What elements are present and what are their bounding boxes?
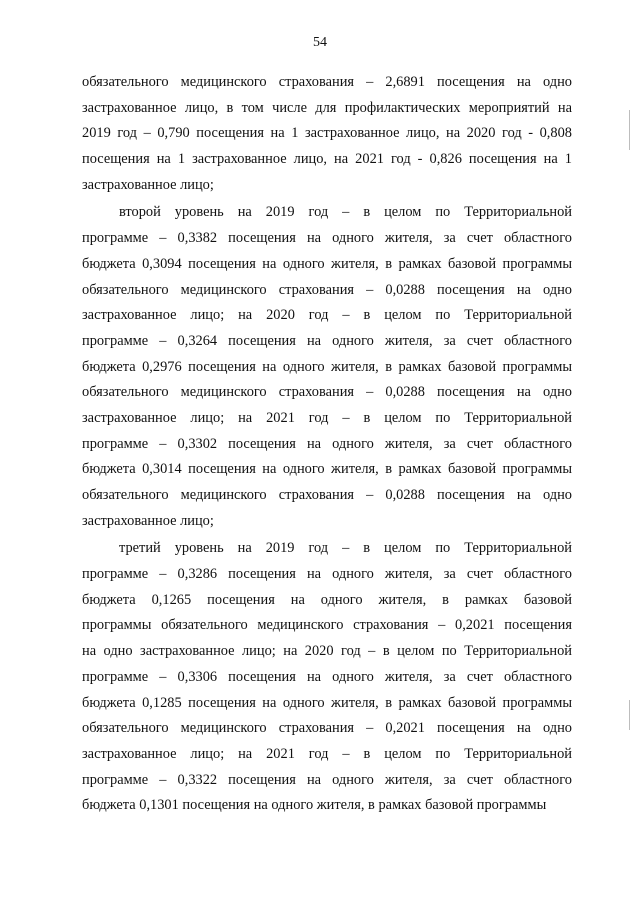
text-line: посещения на 1 застрахованное лицо, на 2021 год - 0,826 посещения на 1 xyxy=(82,151,572,168)
paragraph xyxy=(82,536,572,819)
document-body xyxy=(82,70,572,819)
text-line: программе – 0,3302 посещения на одного жителя, за счет областного xyxy=(82,435,572,452)
scan-edge-mark xyxy=(629,110,630,150)
page-number: 54 xyxy=(313,35,327,50)
text-line: обязательного медицинского страхования – 0,2021 посещения на одно xyxy=(82,720,572,737)
text-line: бюджета 0,2976 посещения на одного жителя, в рамках базовой программы xyxy=(82,358,572,375)
text-line: обязательного медицинского страхования – 0,0288 посещения на одно xyxy=(82,384,572,401)
text-line: программе – 0,3264 посещения на одного жителя, за счет областного xyxy=(82,332,572,349)
text-line: бюджета 0,3094 посещения на одного жителя, в рамках базовой программы xyxy=(82,255,572,272)
text-line: программе – 0,3306 посещения на одного жителя, за счет областного xyxy=(82,668,572,685)
text-line: застрахованное лицо; xyxy=(82,176,214,193)
text-line: бюджета 0,1265 посещения на одного жителя, в рамках базовой xyxy=(82,591,572,608)
text-line: программе – 0,3382 посещения на одного жителя, за счет областного xyxy=(82,230,572,247)
text-line: обязательного медицинского страхования – 0,0288 посещения на одно xyxy=(82,487,572,503)
text-line: третий уровень на 2019 год – в целом по Территориальной xyxy=(119,540,572,557)
paragraph xyxy=(82,70,572,198)
text-line: программе – 0,3286 посещения на одного жителя, за счет областного xyxy=(82,566,572,583)
text-line: застрахованное лицо, в том числе для профилактических мероприятий на xyxy=(82,99,572,116)
text-line: программы обязательного медицинского страхования – 0,2021 посещения xyxy=(82,617,572,634)
text-line: обязательного медицинского страхования – 0,0288 посещения на одно xyxy=(82,281,572,298)
paragraph xyxy=(82,200,572,534)
text-line: бюджета 0,1285 посещения на одного жителя, в рамках базовой программы xyxy=(82,694,572,711)
text-line: на одно застрахованное лицо; на 2020 год – в целом по Территориальной xyxy=(82,643,572,660)
text-line: программе – 0,3322 посещения на одного жителя, за счет областного xyxy=(82,771,572,788)
text-line: бюджета 0,1301 посещения на одного жителя, в рамках базовой программы xyxy=(82,797,547,814)
text-line: застрахованное лицо; на 2021 год – в целом по Территориальной xyxy=(82,409,572,426)
text-line: застрахованное лицо; xyxy=(82,512,214,529)
text-line: бюджета 0,3014 посещения на одного жителя, в рамках базовой программы xyxy=(82,461,572,478)
scan-edge-mark xyxy=(629,700,630,730)
text-line: застрахованное лицо; на 2021 год – в целом по Территориальной xyxy=(82,745,572,762)
text-line: обязательного медицинского страхования – 2,6891 посещения на одно xyxy=(82,74,572,90)
text-line: второй уровень на 2019 год – в целом по Территориальной xyxy=(119,204,572,221)
text-line: застрахованное лицо; на 2020 год – в целом по Территориальной xyxy=(82,307,572,324)
text-line: 2019 год – 0,790 посещения на 1 застрахованное лицо, на 2020 год - 0,808 xyxy=(82,125,572,142)
